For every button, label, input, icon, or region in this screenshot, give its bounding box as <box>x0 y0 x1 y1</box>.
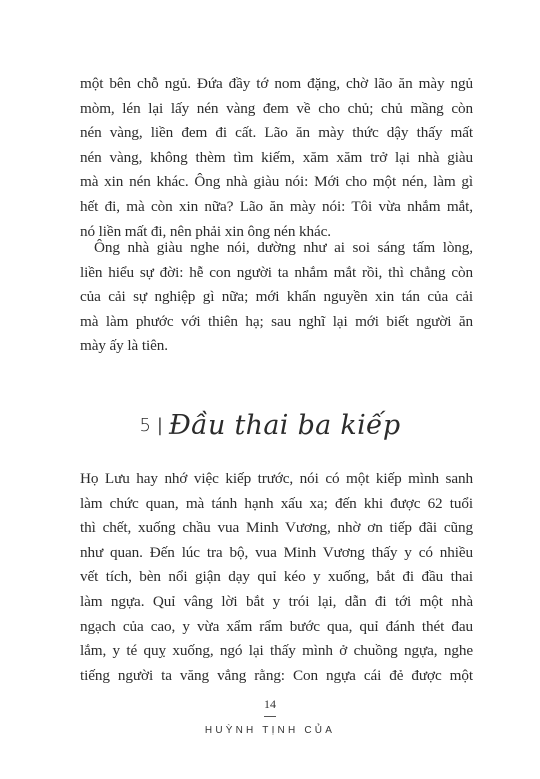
text-line: mà làm phước với thiên hạ; sau nghĩ lại mới biết người ăn <box>80 312 473 330</box>
text-line: lắm, y té quỵ xuống, ngó lại thấy mình ở chuồng ngựa, nghe <box>80 642 473 660</box>
text-line: làm ngựa. Quỉ vâng lời bắt y trói lại, dẫn đi tới một nhà <box>80 592 473 610</box>
text-line: hết đi, mà còn xin nữa? Lão ăn mày nói: Tôi vừa nhắm mắt, <box>80 197 473 215</box>
text-line: ngạch của cao, y vừa xẩm rẩm bước qua, quỉ đánh thét đau <box>80 617 473 635</box>
text-line: nó liền mất đi, nên phải xin ông nén khác. <box>80 222 331 240</box>
paragraph-1 <box>80 72 473 244</box>
chapter-heading <box>0 410 540 441</box>
text-line: mà xin nén khác. Ông nhà giàu nói: Mới cho một nén, làm gì <box>80 173 473 191</box>
text-line: Họ Lưu hay nhớ việc kiếp trước, nói có một kiếp mình sanh <box>80 470 473 487</box>
footer-divider <box>264 716 276 717</box>
text-line: làm chức quan, mà tánh hạnh xấu xa; đến khi được 62 tuổi <box>80 494 473 512</box>
text-line: mày ấy là tiên. <box>80 337 168 355</box>
text-line: như quan. Đến lúc tra bộ, vua Minh Vương thấy y có nhiều <box>80 543 473 561</box>
text-line: mòm, lén lại lấy nén vàng đem về cho chủ; chủ mầng còn <box>80 99 473 117</box>
paragraph-2 <box>80 236 473 359</box>
page-number: 14 <box>264 697 276 711</box>
text-line: của cải sự nghiệp gì nữa; mới khẩn nguyền xin tán của cải <box>80 288 473 306</box>
text-line: Ông nhà giàu nghe nói, dường như ai soi sáng tấm lòng, <box>94 239 473 256</box>
text-line: nén vàng, liền đem đi cất. Lão ăn mày thức dậy thấy mất <box>80 124 473 142</box>
running-footer-author: HUỲNH TỊNH CỦA <box>204 725 336 736</box>
text-line: thì chết, xuống chầu vua Minh Vương, nhờ ơn tiếp đãi cũng <box>80 519 473 537</box>
text-line: nén vàng, không thèm tìm kiếm, xăm xăm trở lại nhà giàu <box>80 148 473 166</box>
chapter-separator: | <box>156 415 163 436</box>
chapter-number: 5 <box>139 415 151 436</box>
page-footer <box>0 697 540 736</box>
text-line: liền hiểu sự đời: hễ con người ta nhắm mắt rồi, thì chẳng còn <box>80 263 473 281</box>
text-line: tiếng người ta văng vẳng rằng: Con ngựa cái đẻ được một <box>80 666 473 684</box>
text-line: một bên chỗ ngủ. Đứa đầy tớ nom đặng, chờ lão ăn mày ngủ <box>80 75 473 92</box>
text-line: vết tích, bèn nổi giận dạy quỉ kéo y xuống, bắt đi đầu thai <box>80 568 473 586</box>
chapter-title: Đầu thai ba kiếp <box>169 410 401 441</box>
paragraph-3 <box>80 467 473 688</box>
